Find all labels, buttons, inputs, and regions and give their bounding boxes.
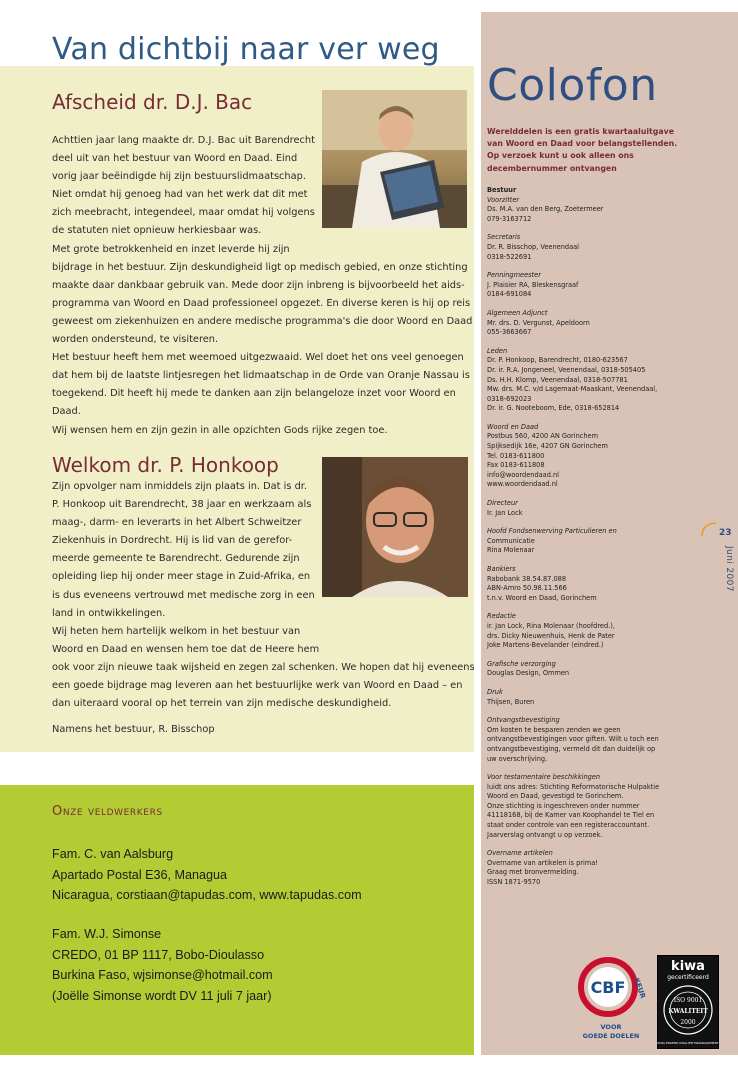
colofon-title: Colofon <box>487 60 658 111</box>
article1-line: zich meebracht, integendeel, maar omdat hij volgens <box>52 207 315 219</box>
kiwa-certificate-logo <box>657 955 719 1049</box>
article1-line: Met grote betrokkenheid en inzet leverde hij zijn <box>52 243 290 255</box>
colofon-section-line: Ds. H.H. Klomp, Veenendaal, 0318-507781 <box>487 375 628 384</box>
intro-line: Op verzoek kunt u ook alleen ons <box>487 151 634 161</box>
colofon-section-line: 41118168, bij de Kamer van Koophandel te Tiel en <box>487 811 655 820</box>
colofon-section-line: Jaarverslag ontvangt u op verzoek. <box>487 830 603 839</box>
colofon-section <box>487 271 717 300</box>
colofon-section-line: Fax 0183-611808 <box>487 461 545 470</box>
signature-line: Namens het bestuur, R. Bisschop <box>52 724 215 735</box>
article1-line: maakte daar dankbaar gebruik van. Mede door zijn inbreng is bijvoorbeeld het aids- <box>52 279 465 291</box>
article2-line: opleiding liep hij onder meer stage in Zuid-Afrika, en <box>52 571 311 583</box>
veldwerkers-group-2 <box>52 924 273 1006</box>
article1-line: Het bestuur heeft hem met weemoed uitgezwaaid. Wel doet het ons veel genoegen <box>52 352 464 364</box>
colofon-section-label: Secretaris <box>487 233 521 242</box>
colofon-intro <box>487 126 677 175</box>
veldwerkers-panel <box>0 785 474 1055</box>
colofon-section-label: Leden <box>487 346 508 355</box>
veldwerker-name: Fam. W.J. Simonse <box>52 927 162 941</box>
veldwerker-note: (Joëlle Simonse wordt DV 11 juli 7 jaar) <box>52 988 272 1003</box>
colofon-section-line: staat onder controle van een registeraccountant. <box>487 821 650 830</box>
colofon-section-line: luidt ons adres: Stichting Reformatorische Hulpaktie <box>487 782 660 791</box>
colofon-section-line: Tel. 0183-611800 <box>487 451 545 460</box>
colofon-section-line: ABN-Amro 50.98.11.566 <box>487 584 567 593</box>
article1-line: toegekend. Dit heeft hij mede te danken aan zijn belangeloze inzet voor Woord en <box>52 388 456 400</box>
veldwerker-name: Fam. C. van Aalsburg <box>52 847 174 861</box>
colofon-section-line: Mw. drs. M.C. v/d Lagemaat-Maaskant, Veenendaal, <box>487 385 658 394</box>
colofon-section-label: Ontvangstbevestiging <box>487 716 560 725</box>
colofon-section <box>487 688 717 707</box>
colofon-section-line: Ir. Jan Lock <box>487 508 523 517</box>
colofon-section <box>487 716 717 764</box>
colofon-section-line: Spijksedijk 16e, 4207 GN Gorinchem <box>487 442 608 451</box>
article2-line: Ziekenhuis in Dordrecht. Hij is lid van de gerefor- <box>52 535 293 547</box>
article1-line: Niet omdat hij genoeg had van het werk dat dit met <box>52 189 308 201</box>
colofon-section <box>487 423 717 490</box>
article1-body <box>52 132 472 440</box>
colofon-section <box>487 347 717 414</box>
colofon-section-label: Bestuur <box>487 186 517 194</box>
colofon-section-line: Communicatie <box>487 536 535 545</box>
article1-line: bijdrage in het bestuur. Zijn deskundigheid ligt op medisch gebied, en onze stichting <box>52 261 468 273</box>
colofon-section-line: Douglas Design, Ommen <box>487 669 570 678</box>
colofon-section-line: Om kosten te besparen zenden we geen <box>487 725 621 734</box>
article1-line: Daad. <box>52 406 81 418</box>
colofon-section-label: Algemeen Adjunct <box>487 308 548 317</box>
colofon-section-line: 0318-692023 <box>487 394 532 403</box>
intro-line: Werelddelen is een gratis kwartaaluitgave <box>487 127 674 136</box>
page-title: Van dichtbij naar ver weg <box>52 32 440 67</box>
colofon-section-label: Voor testamentaire beschikkingen <box>487 773 601 782</box>
colofon-section <box>487 565 717 603</box>
colofon-section-line: Ds. M.A. van den Berg, Zoetermeer <box>487 205 604 214</box>
article1-line: deel uit van het bestuur van Woord en Daad. Eind <box>52 153 298 165</box>
article1-line: de statuten niet opnieuw herkiesbaar was. <box>52 225 262 237</box>
cbf-keur-text: KEUR <box>632 976 647 1000</box>
colofon-section-line: Dr. R. Bisschop, Veenendaal <box>487 242 579 251</box>
colofon-section-line: ISSN 1871-9570 <box>487 878 541 887</box>
colofon-section-label: Redactie <box>487 612 516 621</box>
veldwerker-contact: Burkina Faso, wjsimonse@hotmail.com <box>52 968 273 983</box>
colofon-section-line: t.n.v. Woord en Daad, Gorinchem <box>487 593 597 602</box>
colofon-section-line: info@woordendaad.nl <box>487 470 559 479</box>
colofon-section <box>487 186 717 196</box>
colofon-section-line: Dr. P. Honkoop, Barendrecht, 0180-623567 <box>487 356 628 365</box>
colofon-section-label: Penningmeester <box>487 271 541 280</box>
veldwerker-address: CREDO, 01 BP 1117, Bobo-Dioulasso <box>52 947 265 962</box>
article1-line: Wij wensen hem en zijn gezin in alle opzichten Gods rijke zegen toe. <box>52 424 388 436</box>
article1-line: Achttien jaar lang maakte dr. D.J. Bac uit Barendrecht <box>52 135 315 146</box>
cbf-keur-logo <box>578 957 647 1045</box>
article1-heading: Afscheid dr. D.J. Bac <box>52 90 253 114</box>
page-number: 23 <box>719 528 732 538</box>
kiwa-sub: gecertificeerd <box>667 974 709 981</box>
colofon-section <box>487 233 717 262</box>
article1-line: dat hem bij de laatste lintjesregen het lidmaatschap in de Orde van Oranje Nassau is <box>52 370 470 382</box>
kiwa-footer: KIWA ERKEND KWALITEITSMANAGEMENT <box>657 1041 719 1045</box>
cbf-caption-2: GOEDE DOELEN <box>582 1032 640 1040</box>
colofon-section-line: J. Plaisier RA, Bleskensgraaf <box>487 280 579 289</box>
colofon-section-label: Woord en Daad <box>487 422 539 431</box>
colofon-section <box>487 612 717 650</box>
colofon-section-label: Hoofd Fondsenwerving Particulieren en <box>487 527 617 536</box>
veldwerker-contact: Nicaragua, corstiaan@tapudas.com, www.tapudas.com <box>52 888 362 903</box>
colofon-section <box>487 849 717 887</box>
colofon-section-line: Joke Martens-Bevelander (eindred.) <box>487 641 604 650</box>
colofon-section <box>487 499 717 518</box>
article2-line: land in ontwikkelingen. <box>52 607 166 619</box>
colofon-section-line: 079-3163712 <box>487 214 532 223</box>
kiwa-seal-kwaliteit: KWALITEIT <box>668 1008 708 1015</box>
colofon-section-line: Onze stichting is ingeschreven onder nummer <box>487 801 640 810</box>
article2-line: Woord en Daad en wensen hem toe dat de Heere hem <box>52 643 320 655</box>
veldwerker-address: Apartado Postal E36, Managua <box>52 867 228 882</box>
colofon-section-line: Dr. ir. R.A. Jongeneel, Veenendaal, 0318-505405 <box>487 365 646 374</box>
article2-line: Zijn opvolger nam inmiddels zijn plaats in. Dat is dr. <box>52 481 308 492</box>
article1-line: geweest om ziekenhuizen en andere medische programma's die door Woord en Daad <box>52 315 473 327</box>
article2-body <box>52 478 475 713</box>
colofon-section-line: Thijsen, Buren <box>487 697 535 706</box>
article2-line: ook voor zijn nieuwe taak wijsheid en zegen zal schenken. We hopen dat hij eveneens <box>52 661 475 673</box>
colofon-section-line: Rina Molenaar <box>487 546 535 555</box>
colofon-section-line: 055-3663667 <box>487 328 532 337</box>
article1-line: programma van Woord en Daad professioneel opgezet. En diverse keren is hij op reis <box>52 297 471 309</box>
colofon-section-label: Druk <box>487 687 503 696</box>
colofon-section <box>487 527 717 556</box>
colofon-section <box>487 773 717 840</box>
colofon-section-label: Voorzitter <box>487 195 520 204</box>
issue-month: Juni 2007 <box>724 546 734 592</box>
article2-line: maag-, darm- en leverarts in het Albert Schweitzer <box>52 517 302 529</box>
colofon-section-line: Woord en Daad, gevestigd te Gorinchem. <box>487 792 624 801</box>
article2-line: een goede bijdrage mag leveren aan het bestuurlijke werk van Woord en Daad – en <box>52 680 463 692</box>
colofon-section <box>487 196 717 225</box>
colofon-section-line: Postbus 560, 4200 AN Gorinchem <box>487 432 599 441</box>
colofon-section-label: Overname artikelen <box>487 849 553 858</box>
veldwerkers-title: Onze veldwerkers <box>52 804 163 819</box>
colofon-list <box>487 186 717 897</box>
cbf-caption-1: VOOR <box>600 1023 622 1031</box>
article1-line: vorig jaar beëindigde hij zijn bestuurslidmaatschap. <box>52 171 306 183</box>
article2-line: Wij heten hem hartelijk welkom in het bestuur van <box>52 625 301 637</box>
article2-line: is dus eveneens vertrouwd met medische zorg in een <box>52 589 315 601</box>
article2-line: P. Honkoop uit Barendrecht, 38 jaar en werkzaam als <box>52 499 312 511</box>
article2-heading: Welkom dr. P. Honkoop <box>52 453 279 477</box>
colofon-section <box>487 309 717 338</box>
page-curl-icon <box>700 520 720 538</box>
colofon-section-label: Directeur <box>487 499 518 508</box>
colofon-section <box>487 660 717 679</box>
intro-line: van Woord en Daad voor belangstellenden. <box>487 139 678 149</box>
colofon-section-line: ontvangstbevestiging, vermeld dit dan duidelijk op <box>487 744 656 753</box>
colofon-section-label: Bankiers <box>487 565 516 573</box>
article2-line: meerde gemeente te Barendrecht. Gedurende zijn <box>52 553 300 565</box>
intro-line: decembernummer ontvangen <box>487 163 617 173</box>
kiwa-brand: kiwa <box>671 959 705 974</box>
kiwa-seal-iso: ISO 9001 <box>673 997 703 1004</box>
colofon-section-label: Grafische verzorging <box>487 659 556 668</box>
colofon-section-line: Rabobank 38.54.87.088 <box>487 574 567 583</box>
colofon-section-line: uw overschrijving. <box>487 754 548 763</box>
colofon-section-line: drs. Dicky Nieuwenhuis, Henk de Pater <box>487 631 615 640</box>
cbf-text: CBF <box>590 978 626 997</box>
article2-line: dan uiteraard vooral op het terrein van zijn medische deskundigheid. <box>52 698 392 710</box>
colofon-section-line: www.woordendaad.nl <box>487 480 558 489</box>
colofon-section-line: ontvangstbevestigingen voor giften. Wilt u toch een <box>487 735 659 744</box>
colofon-section-line: 0184-691084 <box>487 290 532 299</box>
colofon-section-line: ir. Jan Lock, Rina Molenaar (hoofdred.), <box>487 621 615 630</box>
veldwerkers-group-1 <box>52 844 362 906</box>
colofon-section-line: Mr. drs. D. Vergunst, Apeldoorn <box>487 318 590 327</box>
colofon-section-line: Dr. ir. G. Nooteboom, Ede, 0318-652814 <box>487 404 620 413</box>
kiwa-seal-year: 2000 <box>680 1019 696 1026</box>
colofon-section-line: 0318-522691 <box>487 252 532 261</box>
colofon-section-line: Overname van artikelen is prima! <box>487 858 598 867</box>
colofon-section-line: Graag met bronvermelding. <box>487 868 579 877</box>
article2-signature <box>52 721 215 739</box>
article1-line: worden ondersteund, te visiteren. <box>52 334 219 346</box>
